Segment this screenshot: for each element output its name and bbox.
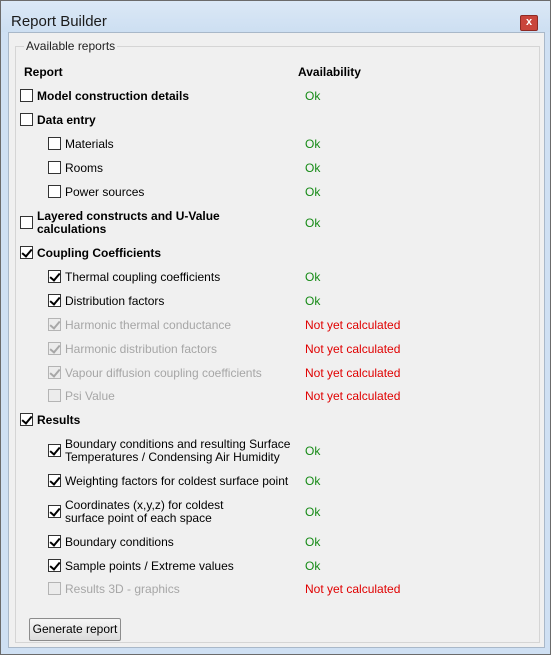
report-label[interactable]: Data entry	[37, 112, 96, 127]
report-checkbox	[48, 366, 61, 379]
report-checkbox[interactable]	[48, 559, 61, 572]
generate-report-button[interactable]: Generate report	[29, 618, 121, 641]
report-checkbox[interactable]	[48, 294, 61, 307]
availability-status: Ok	[305, 559, 321, 573]
checkmark-icon	[21, 413, 32, 425]
report-label[interactable]: Materials	[65, 136, 114, 151]
window-title: Report Builder	[11, 13, 107, 30]
availability-status: Ok	[305, 474, 321, 488]
report-label: Harmonic distribution factors	[65, 341, 218, 356]
report-label: Harmonic thermal conductance	[65, 317, 232, 332]
availability-status: Not yet calculated	[305, 582, 401, 596]
close-button[interactable]	[520, 15, 538, 31]
availability-status: Ok	[305, 270, 321, 284]
availability-status: Ok	[305, 161, 321, 175]
report-label[interactable]: Thermal coupling coefficients	[65, 269, 221, 284]
checkmark-icon	[49, 318, 60, 330]
checkmark-icon	[21, 246, 32, 258]
report-checkbox	[48, 389, 61, 402]
report-label[interactable]: Distribution factors	[65, 293, 165, 308]
availability-status: Not yet calculated	[305, 318, 401, 332]
report-label[interactable]: Coupling Coefficients	[37, 245, 161, 260]
availability-status: Ok	[305, 444, 321, 458]
report-checkbox[interactable]	[20, 89, 33, 102]
title-bar[interactable]	[1, 1, 550, 32]
availability-status: Not yet calculated	[305, 389, 401, 403]
report-checkbox[interactable]	[48, 505, 61, 518]
report-checkbox[interactable]	[48, 137, 61, 150]
checkmark-icon	[49, 270, 60, 282]
report-checkbox[interactable]	[20, 413, 33, 426]
report-label: Results 3D - graphics	[65, 581, 180, 596]
availability-status: Ok	[305, 505, 321, 519]
availability-status: Ok	[305, 89, 321, 103]
report-checkbox[interactable]	[20, 246, 33, 259]
client-area	[8, 32, 545, 648]
checkmark-icon	[49, 535, 60, 547]
report-checkbox	[48, 318, 61, 331]
report-label[interactable]: Results	[37, 412, 81, 427]
group-legend: Available reports	[26, 39, 116, 53]
report-label[interactable]: Sample points / Extreme values	[65, 558, 234, 573]
checkmark-icon	[49, 294, 60, 306]
availability-status: Not yet calculated	[305, 342, 401, 356]
close-icon: x	[525, 16, 533, 28]
report-label[interactable]: Power sources	[65, 184, 145, 199]
report-checkbox	[48, 342, 61, 355]
availability-status: Ok	[305, 137, 321, 151]
report-label: Vapour diffusion coupling coefficients	[65, 365, 262, 380]
column-header-availability: Availability	[298, 65, 361, 79]
availability-status: Ok	[305, 294, 321, 308]
report-label[interactable]: Coordinates (x,y,z) for coldest surface point of each space	[65, 498, 224, 525]
availability-status: Ok	[305, 216, 321, 230]
column-header-report: Report	[24, 65, 63, 79]
report-label[interactable]: Layered constructs and U-Value calculations	[37, 209, 220, 236]
availability-status: Ok	[305, 535, 321, 549]
report-label[interactable]: Rooms	[65, 160, 104, 175]
checkmark-icon	[49, 505, 60, 517]
checkmark-icon	[49, 342, 60, 354]
report-checkbox[interactable]	[48, 535, 61, 548]
report-label[interactable]: Boundary conditions	[65, 534, 174, 549]
report-checkbox[interactable]	[20, 113, 33, 126]
report-label[interactable]: Model construction details	[37, 88, 190, 103]
report-label[interactable]: Boundary conditions and resulting Surface Temperatures / Condensing Air Humidity	[65, 437, 291, 464]
checkmark-icon	[49, 444, 60, 456]
checkmark-icon	[49, 559, 60, 571]
report-label[interactable]: Weighting factors for coldest surface point	[65, 473, 289, 488]
report-label: Psi Value	[65, 388, 115, 403]
checkmark-icon	[49, 366, 60, 378]
availability-status: Ok	[305, 185, 321, 199]
report-checkbox[interactable]	[48, 161, 61, 174]
report-checkbox[interactable]	[20, 216, 33, 229]
checkmark-icon	[49, 474, 60, 486]
report-checkbox	[48, 582, 61, 595]
report-checkbox[interactable]	[48, 474, 61, 487]
report-checkbox[interactable]	[48, 444, 61, 457]
report-checkbox[interactable]	[48, 270, 61, 283]
available-reports-group	[15, 46, 540, 643]
availability-status: Not yet calculated	[305, 366, 401, 380]
report-checkbox[interactable]	[48, 185, 61, 198]
